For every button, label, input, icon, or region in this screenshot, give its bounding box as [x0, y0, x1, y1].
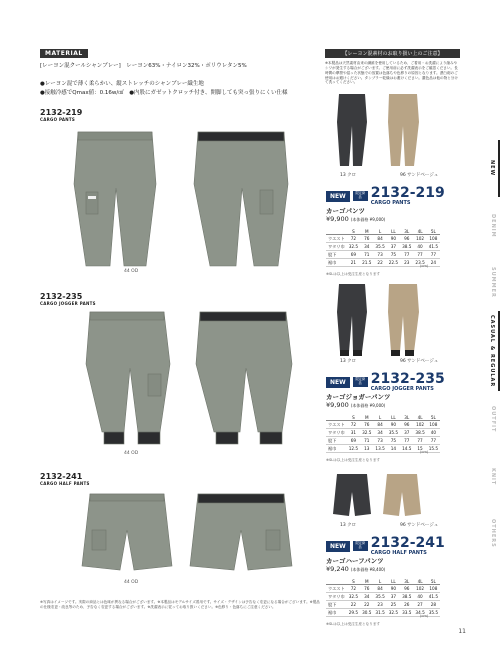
size-header-cell: 5L — [427, 228, 440, 235]
product-3-size-table — [326, 578, 440, 617]
size-value: 71 — [360, 437, 373, 445]
size-header-cell: 3L — [400, 578, 413, 585]
new-badge: NEW — [326, 191, 350, 202]
size-value: 108 — [427, 421, 440, 429]
tab-knit[interactable]: KNIT — [490, 467, 496, 486]
product-3-price: ¥9,240 (本体価格 ¥8,400) — [326, 565, 386, 573]
size-value: 77 — [400, 251, 413, 259]
size-value: 71 — [360, 251, 373, 259]
product-subtitle: CARGO HALF PANTS — [40, 481, 90, 486]
measure-label: ワタリ巾 — [326, 243, 347, 251]
table-unit: (cm) — [420, 264, 429, 268]
size-value: 22 — [360, 601, 373, 609]
size-value: 75 — [387, 251, 400, 259]
care-notice-text: ※本製品は天然素材由来の繊維を使用しているため、ご着用・お洗濯により縮みやシワが発生する場合がございます。ご使用前に必ず洗濯表示をご確認ください。長時間の摩擦や湿った状態での放置は色落ちや色移りの原因となります。漂白剤のご使用はお避けください。タンブラー乾燥はお避けください。濃色品は他の物と分けて洗ってください。 — [325, 61, 458, 85]
size-value: 29.5 — [348, 610, 359, 615]
measure-label: 裾巾 — [326, 259, 347, 267]
size-value: 38.5 — [402, 244, 412, 249]
size-header-cell: 5L — [427, 414, 440, 421]
size-value: 23.5 — [415, 260, 425, 265]
size-header-cell: S — [347, 414, 360, 421]
size-value: 84 — [373, 235, 386, 243]
size-value: 77 — [413, 251, 426, 259]
material-description: [レーヨン混クールシャンブレー] レーヨン63%・ナイロン32%・ポリウレタン5% — [40, 63, 247, 69]
product-1-sub-large: CARGO PANTS — [370, 200, 411, 206]
size-value: 73 — [373, 437, 386, 445]
jogger-pants-back — [196, 312, 292, 444]
size-value: 33.5 — [402, 610, 412, 615]
size-value: 14.5 — [402, 446, 412, 451]
size-value: 13 — [360, 445, 373, 453]
size-header-cell: L — [373, 228, 386, 235]
size-header-cell: 5L — [427, 578, 440, 585]
size-value: 12.5 — [348, 446, 359, 451]
swatch-black-label: 13 クロ — [340, 359, 357, 364]
product-3-color-code: 44 OD — [124, 580, 139, 585]
size-value: 96 — [400, 421, 413, 429]
limited-badge: 限定商品 — [353, 191, 368, 201]
size-value: 77 — [413, 437, 426, 445]
size-value: 40 — [413, 243, 426, 251]
size-value: 41.5 — [428, 594, 439, 599]
product-1-price: ¥9,900 (本体価格 ¥9,000) — [326, 215, 386, 223]
size-value: 21.5 — [362, 260, 372, 265]
size-header-cell: LL — [387, 578, 400, 585]
size-value: 84 — [373, 421, 386, 429]
material-bullet-2: ●接触冷感でQmax値：0.16w/㎠ ●内股にガゼットクロッチ付き、開脚しても突っ張りにくい仕様 — [40, 90, 288, 96]
cargo-pants-front — [74, 132, 156, 266]
care-notice-title: 【レーヨン混素材のお取り扱い上のご注意】 — [325, 49, 460, 58]
product-code: 2132-235 — [40, 292, 83, 301]
size-value: 72 — [347, 585, 360, 593]
table-note: ※SLは以上は受注生産となります — [326, 622, 381, 626]
swatch-beige-label: 96 サンドベージュ — [400, 359, 439, 364]
product-3-name: カーゴハーフパンツ — [326, 557, 384, 565]
product-3-code-large: 2132-241 — [370, 535, 445, 551]
size-value: 37 — [400, 429, 413, 437]
product-2-sub-large: CARGO JOGGER PANTS — [370, 386, 434, 392]
size-row — [326, 235, 440, 243]
product-3-sub-large: CARGO HALF PANTS — [370, 550, 427, 556]
size-header-cell: 4L — [413, 414, 426, 421]
size-value: 14 — [387, 445, 400, 453]
size-value: 72 — [347, 235, 360, 243]
swatch-black-label: 13 クロ — [340, 523, 357, 528]
size-value: 35.5 — [388, 430, 399, 435]
size-value: 15 — [413, 445, 426, 453]
size-value: 26 — [400, 601, 413, 609]
size-row — [326, 601, 440, 609]
half-pants-front — [82, 494, 172, 570]
size-value: 108 — [427, 585, 440, 593]
material-bullet-1: ●レーヨン混で薄く柔らかい、縦ストレッチのシャンブレー織生地 — [40, 81, 204, 87]
size-value: 38.5 — [415, 430, 425, 435]
tab-casual-regular[interactable]: CASUAL & REGULAR — [486, 311, 500, 391]
size-row — [326, 421, 440, 429]
measure-label: ウエスト — [328, 235, 345, 241]
table-unit: (cm) — [420, 614, 429, 618]
size-row — [326, 437, 440, 445]
tab-outfit[interactable]: OUTFIT — [490, 406, 496, 433]
product-2-price: ¥9,900 (本体価格 ¥9,000) — [326, 401, 386, 409]
product-1-photo — [60, 128, 320, 270]
size-row — [326, 429, 440, 437]
size-header-cell: M — [360, 228, 373, 235]
size-header-cell: S — [347, 578, 360, 585]
size-value: 34 — [360, 243, 373, 251]
size-value: 32.5 — [388, 610, 399, 615]
size-value: 90 — [387, 421, 400, 429]
size-value: 69 — [347, 251, 360, 259]
size-value: 28 — [427, 601, 440, 609]
product-2-code-large: 2132-235 — [370, 371, 445, 387]
size-value: 24 — [427, 259, 440, 267]
size-value: 35.5 — [428, 610, 439, 615]
swatch-black-label: 13 クロ — [340, 173, 357, 178]
size-value: 102 — [413, 235, 426, 243]
size-value: 41.5 — [428, 244, 439, 249]
size-value: 31 — [347, 429, 360, 437]
size-value: 22 — [373, 259, 386, 267]
size-value: 102 — [413, 585, 426, 593]
size-value: 40 — [427, 429, 440, 437]
measure-label: 裾巾 — [326, 609, 347, 617]
size-value: 37 — [387, 243, 400, 251]
product-subtitle: CARGO JOGGER PANTS — [40, 301, 96, 306]
size-value: 76 — [360, 235, 373, 243]
size-header-cell: 4L — [413, 228, 426, 235]
size-header-cell: LL — [387, 414, 400, 421]
product-2-badges — [326, 372, 445, 392]
size-value: 22 — [347, 601, 360, 609]
table-unit: (cm) — [420, 450, 429, 454]
product-2-name: カーゴジョガーパンツ — [326, 393, 391, 401]
product-1-code-large: 2132-219 — [370, 185, 445, 201]
size-value: 23 — [400, 259, 413, 267]
size-value: 13.5 — [375, 446, 385, 451]
jogger-pants-front — [86, 312, 170, 444]
product-2-color-code: 44 OD — [124, 451, 139, 456]
limited-badge: 限定商品 — [353, 377, 368, 387]
size-value: 96 — [400, 235, 413, 243]
footnote: ※写真はイメージです。実際の商品とは色味が異なる場合がございます。※本製品はモデルサイズ着用です。サイズ・デザインは予告なく変更になる場合がございます。※製品の仕様変更・改良等のため、予告なく変更する場合がございます。※洗濯表示に従ってお取り扱いください。※色移り・色落ちにご注意ください。 — [40, 600, 320, 610]
product-1-size-table — [326, 228, 440, 267]
size-value: 73 — [373, 251, 386, 259]
size-value: 15.5 — [428, 446, 439, 451]
product-3-badges — [326, 536, 445, 556]
size-value: 96 — [400, 585, 413, 593]
size-value: 31.5 — [375, 610, 385, 615]
size-value: 34 — [373, 429, 386, 437]
size-value: 77 — [427, 437, 440, 445]
size-header-cell: M — [360, 414, 373, 421]
product-2-photo — [60, 308, 320, 453]
size-row — [326, 251, 440, 259]
size-value: 90 — [387, 235, 400, 243]
size-value: 25 — [387, 601, 400, 609]
size-value: 35.5 — [375, 594, 385, 599]
product-1-color-code: 44 OD — [124, 269, 139, 274]
product-1-heading — [40, 108, 82, 122]
size-value: 77 — [427, 251, 440, 259]
size-value: 38.5 — [402, 594, 412, 599]
measure-label: ワタリ巾 — [326, 429, 347, 437]
tab-others[interactable]: OTHERS — [490, 519, 496, 548]
size-value: 75 — [387, 437, 400, 445]
tab-summer[interactable]: SUMMER — [490, 267, 496, 298]
size-header-cell: 3L — [400, 228, 413, 235]
table-note: ※SLは以上は受注生産となります — [326, 458, 381, 462]
size-value: 37 — [387, 593, 400, 601]
size-value: 108 — [427, 235, 440, 243]
measure-label: 裾巾 — [326, 445, 347, 453]
measure-label: ワタリ巾 — [326, 593, 347, 601]
size-header-cell: 4L — [413, 578, 426, 585]
product-code: 2132-219 — [40, 108, 83, 117]
swatch-beige-label: 96 サンドベージュ — [400, 523, 439, 528]
product-1-swatches — [325, 92, 435, 168]
product-subtitle: CARGO PANTS — [40, 117, 76, 122]
new-badge: NEW — [326, 541, 350, 552]
swatch-beige-label: 96 サンドベージュ — [400, 173, 439, 178]
limited-badge: 限定商品 — [353, 541, 368, 551]
category-tabs — [486, 140, 500, 562]
size-value: 102 — [413, 421, 426, 429]
size-value: 32.5 — [348, 594, 359, 599]
product-3-photo — [60, 490, 320, 580]
measure-label: 股下 — [326, 601, 347, 609]
size-value: 32.5 — [348, 244, 359, 249]
size-value: 90 — [387, 585, 400, 593]
size-value: 32.5 — [362, 430, 372, 435]
measure-label: ウエスト — [328, 585, 345, 591]
size-row — [326, 593, 440, 601]
product-3-swatches — [325, 470, 435, 520]
size-header-cell: M — [360, 578, 373, 585]
size-row — [326, 243, 440, 251]
size-header-cell: LL — [387, 228, 400, 235]
size-value: 27 — [413, 601, 426, 609]
measure-label: ウエスト — [328, 421, 345, 427]
half-pants-back — [190, 494, 292, 570]
size-header-cell: L — [373, 414, 386, 421]
size-header-cell: S — [347, 228, 360, 235]
size-value: 40 — [413, 593, 426, 601]
care-notice — [325, 49, 460, 85]
size-value: 35.5 — [375, 244, 385, 249]
size-value: 34.5 — [415, 610, 425, 615]
product-code: 2132-241 — [40, 472, 83, 481]
size-value: 21 — [347, 259, 360, 267]
cargo-pants-back — [194, 132, 288, 266]
size-header-cell: L — [373, 578, 386, 585]
size-value: 76 — [360, 585, 373, 593]
size-value: 22.5 — [388, 260, 399, 265]
product-3-heading — [40, 472, 90, 486]
product-2-size-table — [326, 414, 440, 453]
size-value: 30.5 — [362, 610, 372, 615]
new-badge: NEW — [326, 377, 350, 388]
measure-label: 股下 — [326, 251, 347, 259]
size-value: 76 — [360, 421, 373, 429]
size-row — [326, 585, 440, 593]
size-header-cell: 3L — [400, 414, 413, 421]
product-2-heading — [40, 292, 96, 306]
page-number: 11 — [458, 628, 466, 635]
tab-new[interactable]: NEW — [486, 140, 500, 197]
size-value: 72 — [347, 421, 360, 429]
size-value: 34 — [360, 593, 373, 601]
product-1-badges — [326, 186, 445, 206]
product-2-swatches — [325, 282, 435, 358]
size-value: 23 — [373, 601, 386, 609]
measure-label: 股下 — [326, 437, 347, 445]
size-value: 77 — [400, 437, 413, 445]
size-value: 69 — [347, 437, 360, 445]
material-tag: MATERIAL — [40, 49, 88, 58]
tab-denim[interactable]: DENIM — [490, 213, 496, 238]
size-value: 84 — [373, 585, 386, 593]
table-note: ※SLは以上は受注生産となります — [326, 272, 381, 276]
product-1-name: カーゴパンツ — [326, 207, 365, 215]
